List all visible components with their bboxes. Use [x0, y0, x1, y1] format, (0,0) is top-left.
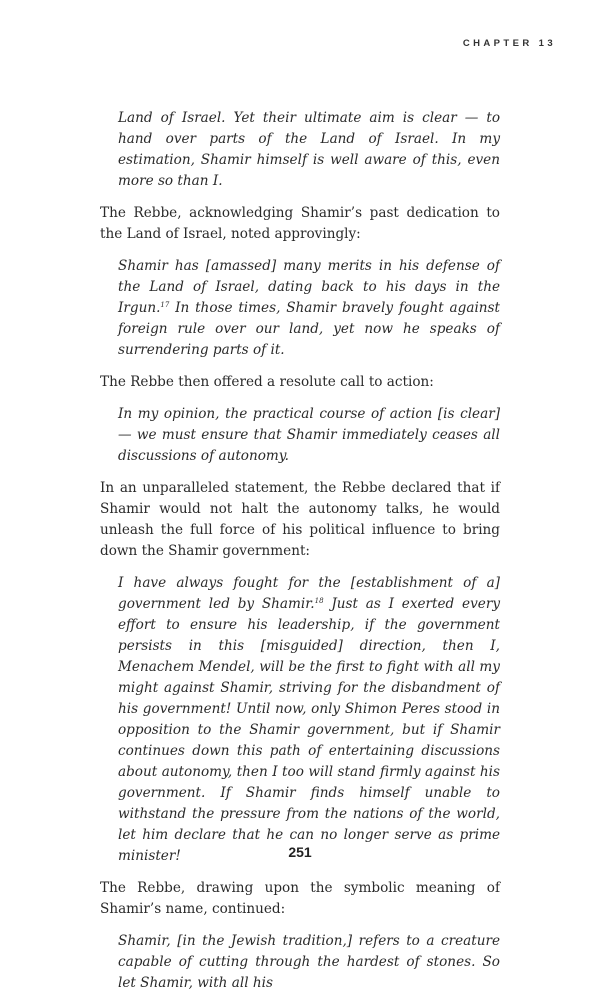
running-head: CHAPTER 13	[462, 38, 556, 49]
body-paragraph: The Rebbe, acknowledging Shamir’s past dedication to the Land of Israel, noted approvingly:	[100, 205, 500, 242]
block-quote	[118, 256, 500, 361]
body-paragraph: In an unparalleled statement, the Rebbe declared that if Shamir would not halt the autonomy talks, he would unleash the full force of his political influence to bring down the Shamir government:	[100, 480, 500, 559]
block-quote: Land of Israel. Yet their ultimate aim is clear — to hand over parts of the Land of Israel. In my estimation, Shamir himself is well aware of this, even more so than I.	[118, 110, 500, 189]
quote-text: I have always fought for the [establishment of a] government led by Shamir.	[118, 575, 500, 612]
footnote-marker[interactable]: 17	[160, 301, 170, 309]
block-quote	[118, 573, 500, 867]
quote-text: Just as I exerted every effort to ensure his leadership, if the government persists in this [misguided] direction, then I, Menachem Mendel, will be the first to fight with all my might against Shamir, striving for the disbandment of his government! Until now, only Shimon Peres stood in opposition to the Shamir government, but if Shamir continues down this path of entertaining discussions about autonomy, then I too will stand firmly against his government. If Shamir finds himself unable to withstand the pressure from the nations of the world, let him declare that he can no longer serve as prime minister!	[118, 596, 500, 864]
quote-text: In those times, Shamir bravely fought against foreign rule over our land, yet now he speaks of surrendering parts of it.	[118, 300, 500, 358]
block-quote: In my opinion, the practical course of action [is clear] — we must ensure that Shamir immediately ceases all discussions of autonomy.	[118, 406, 500, 464]
quote-text: Shamir has [amassed] many merits in his defense of the Land of Israel, dating back to his days in the Irgun.	[118, 258, 500, 316]
body-paragraph: The Rebbe, drawing upon the symbolic meaning of Shamir’s name, continued:	[100, 880, 500, 917]
footnote-marker[interactable]: 18	[314, 597, 324, 605]
body-paragraph: The Rebbe then offered a resolute call to action:	[100, 374, 434, 390]
text-block	[100, 108, 500, 1005]
block-quote: Shamir, [in the Jewish tradition,] refers to a creature capable of cutting through the hardest of stones. So let Shamir, with all his	[118, 933, 500, 991]
page-number: 251	[288, 844, 312, 860]
